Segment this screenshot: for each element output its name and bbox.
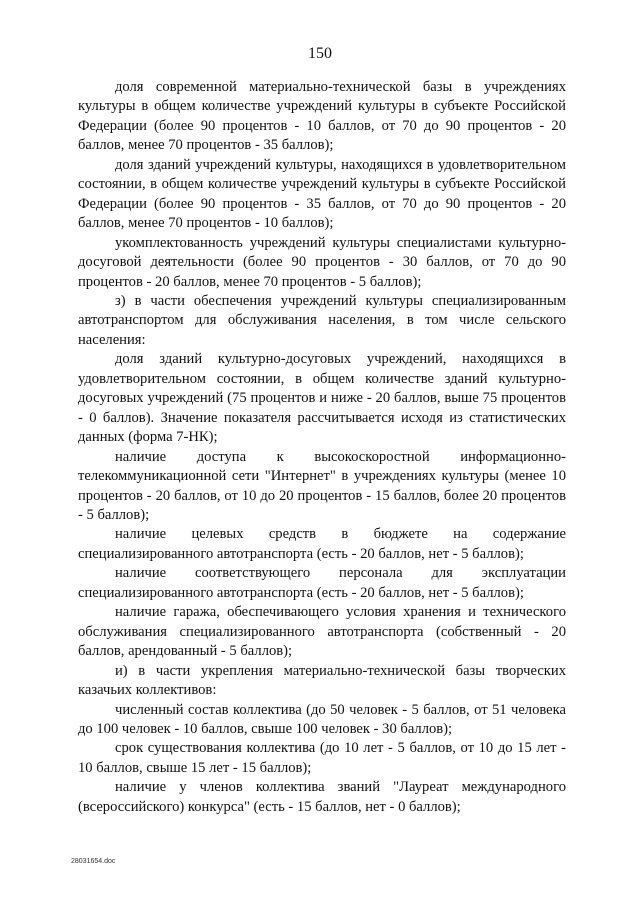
paragraph: наличие гаража, обеспечивающего условия хранения и технического обслуживания специализированного автотранспорта (собственный - 20 баллов, арендованный - 5 баллов);: [78, 604, 566, 660]
paragraph: срок существования коллектива (до 10 лет - 5 баллов, от 10 до 15 лет - 10 баллов, свыше 15 лет - 15 баллов);: [78, 740, 566, 776]
page-number: 150: [308, 45, 332, 62]
paragraph: и) в части укрепления материально-технической базы творческих казачьих коллективов:: [78, 662, 566, 699]
paragraph: численный состав коллектива (до 50 человек - 5 баллов, от 51 человека до 100 человек - 10 баллов, свыше 100 человек - 30 баллов);: [78, 701, 566, 737]
body-text: [78, 78, 566, 817]
paragraph: з) в части обеспечения учреждений культуры специализированным автотранспортом для обслуживания населения, в том числе сельского населения:: [78, 292, 566, 348]
footer-filename: 28031654.doc: [71, 858, 116, 865]
paragraph: доля зданий культурно-досуговых учреждений, находящихся в удовлетворительном состоянии, в общем количестве зданий культурно-досуговых учреждений (75 процентов и ниже - 20 баллов, выше 75 процентов - 0 баллов). Значение показателя рассчитывается исходя из статистических данных (форма 7-НК);: [78, 351, 566, 446]
paragraph: доля зданий учреждений культуры, находящихся в удовлетворительном состоянии, в общем количестве учреждений культуры в субъекте Российской Федерации (более 90 процентов - 35 баллов, от 70 до 90 процентов - 20 баллов, менее 70 процентов - 10 баллов);: [78, 156, 566, 232]
paragraph: наличие у членов коллектива званий "Лауреат международного (всероссийского) конкурса" (есть - 15 баллов, нет - 0 баллов);: [78, 779, 566, 815]
paragraph: укомплектованность учреждений культуры специалистами культурно-досуговой деятельности (более 90 процентов - 30 баллов, от 70 до 90 процентов - 20 баллов, менее 70 процентов - 5 баллов);: [78, 234, 566, 290]
paragraph: доля современной материально-технической базы в учреждениях культуры в общем количестве учреждений культуры в субъекте Российской Федерации (более 90 процентов - 10 баллов, от 70 до 90 процентов - 20 баллов, менее 70 процентов - 35 баллов);: [78, 79, 566, 154]
paragraph: наличие доступа к высокоскоростной информационно-телекоммуникационной сети "Интернет" в учреждениях культуры (менее 10 процентов - 20 баллов, от 10 до 20 процентов - 15 баллов, более 20 процентов - 5 баллов);: [78, 448, 566, 523]
paragraph: наличие целевых средств в бюджете на содержание специализированного автотранспорта (есть - 20 баллов, нет - 5 баллов);: [78, 526, 566, 562]
paragraph: наличие соответствующего персонала для эксплуатации специализированного автотранспорта (есть - 20 баллов, нет - 5 баллов);: [78, 565, 566, 601]
